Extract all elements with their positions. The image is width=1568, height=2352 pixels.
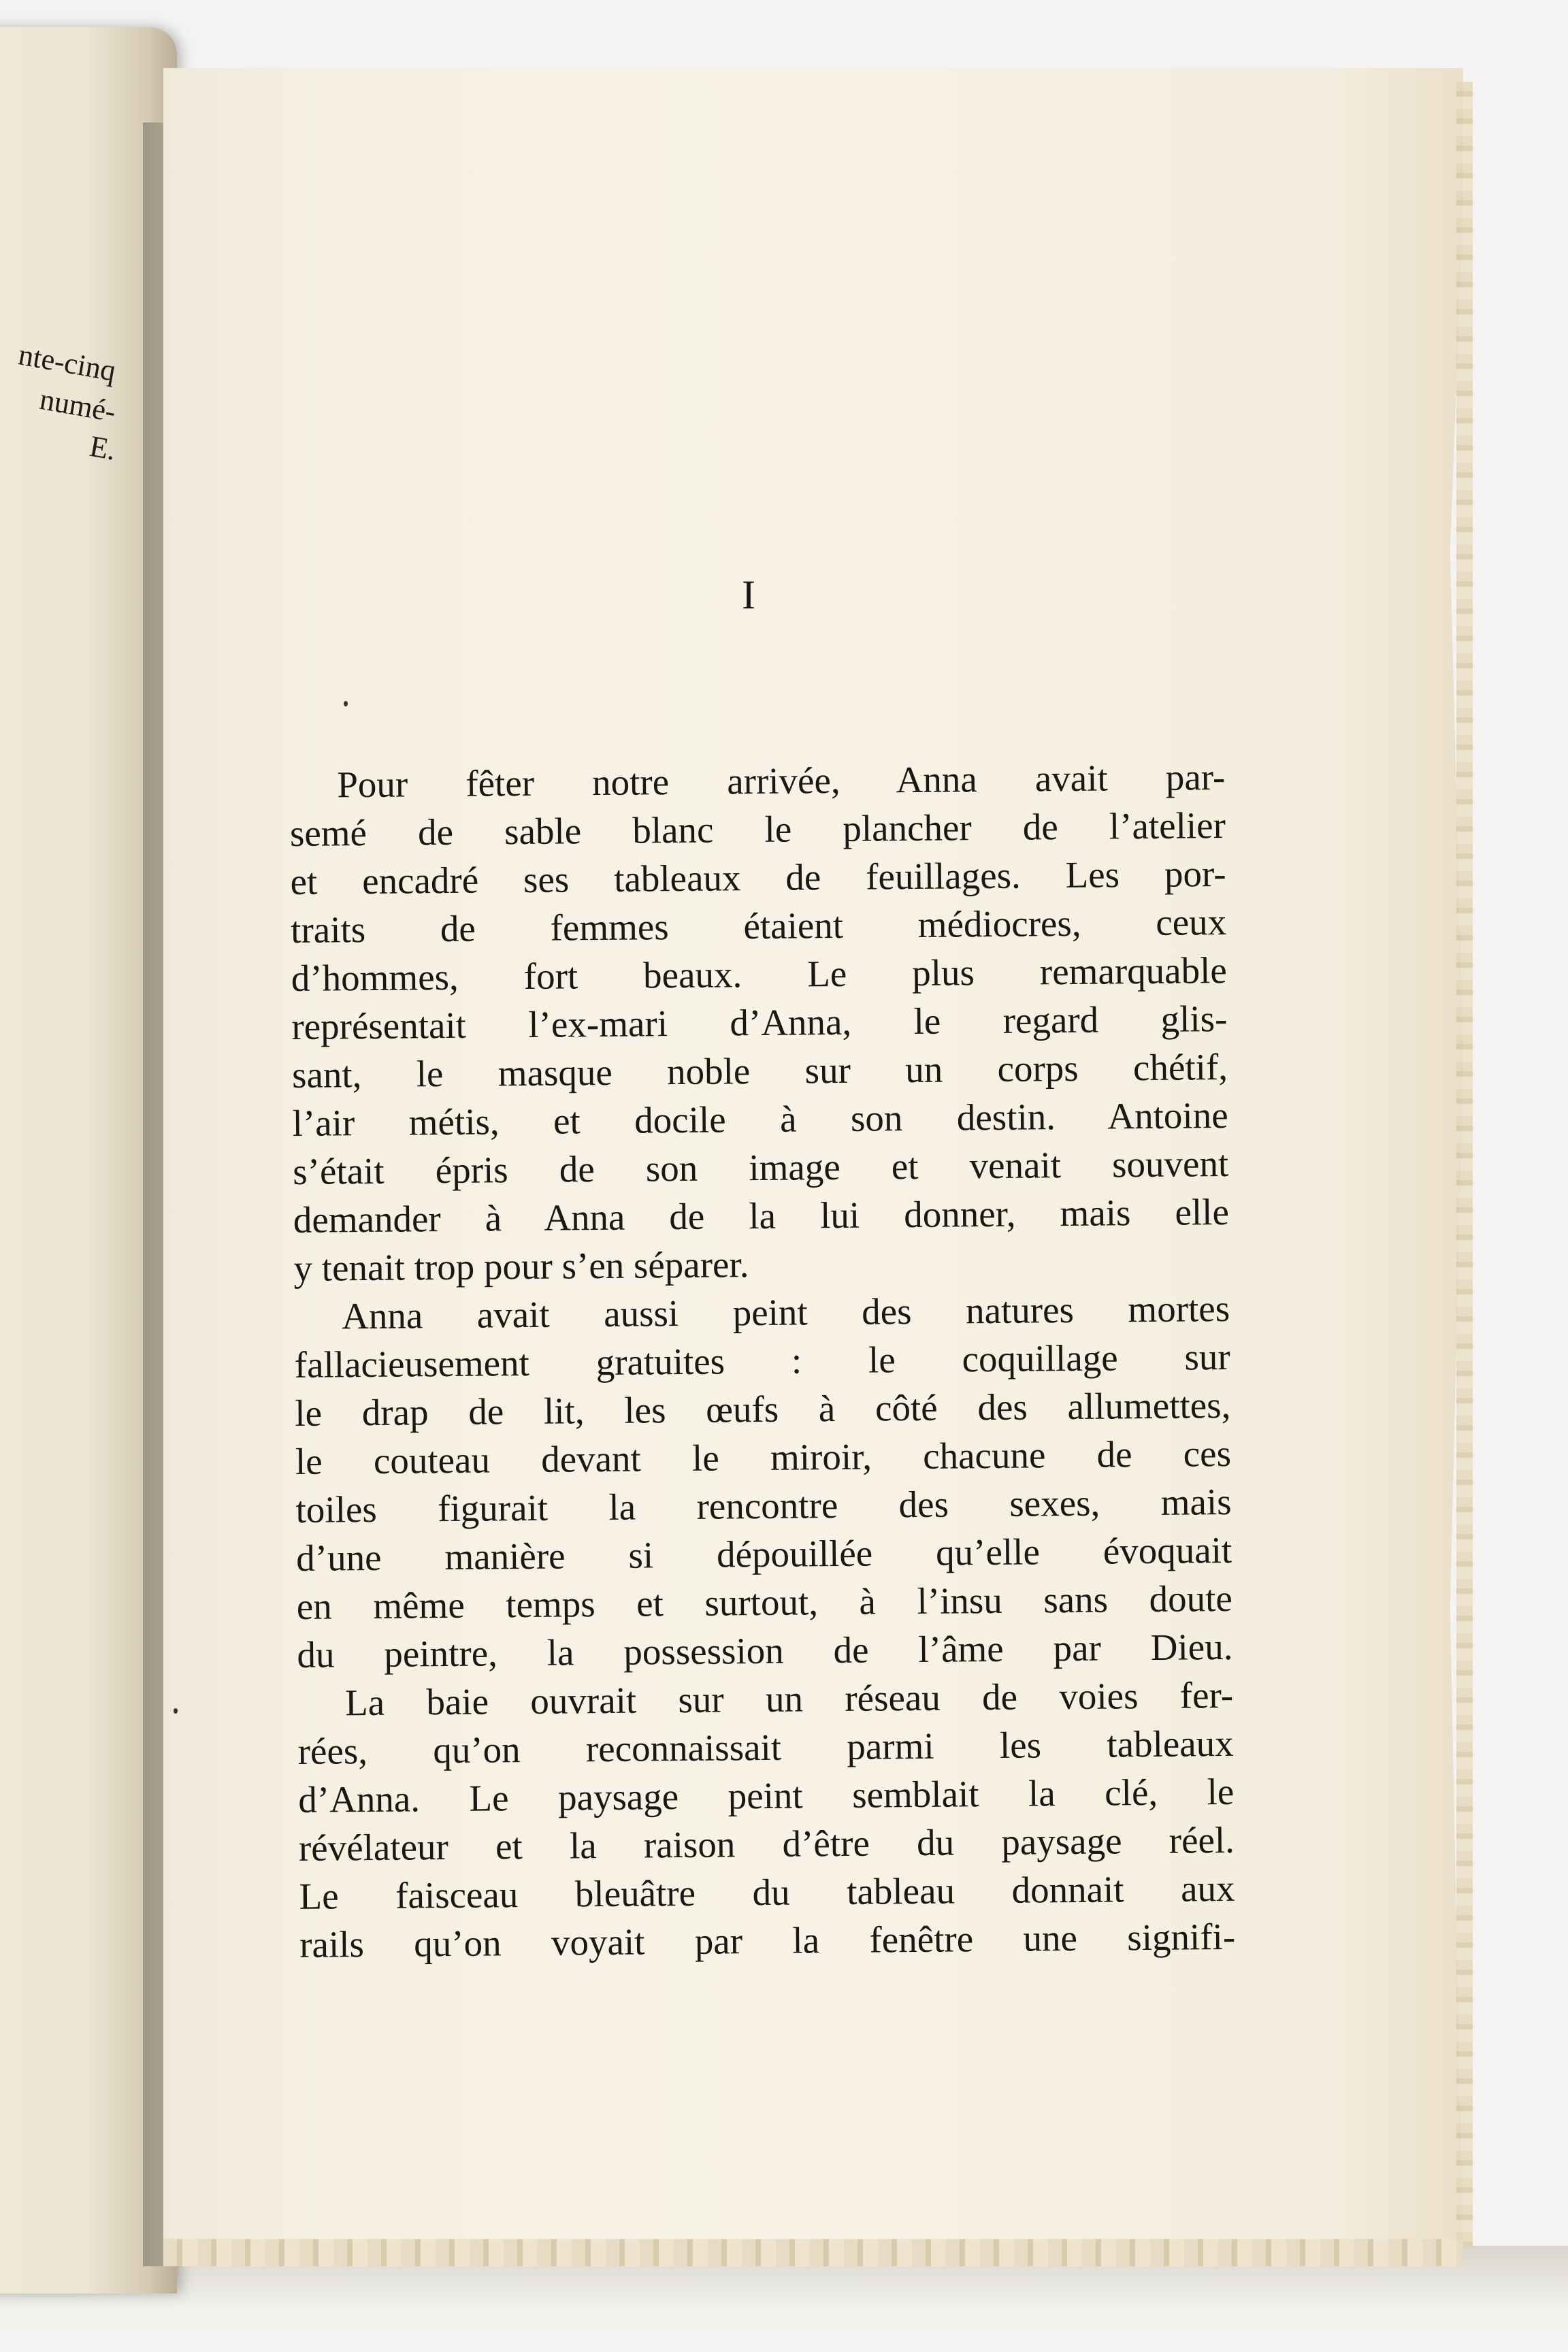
text-line: le drap de lit, les œufs à côté des allumettes, [295, 1384, 1231, 1434]
paragraph [289, 753, 1230, 1292]
text-line: le couteau devant le miroir, chacune de ces [295, 1432, 1232, 1482]
text-line: Le faisceau bleuâtre du tableau donnait aux [299, 1867, 1235, 1917]
ink-speck [174, 1708, 178, 1714]
text-line: y tenait trop pour s’en séparer. [293, 1243, 749, 1289]
chapter-number: I [742, 572, 755, 617]
text-line: représentait l’ex-mari d’Anna, le regard glis- [291, 997, 1228, 1047]
text-line: sant, le masque noble sur un corps chétif, [291, 1045, 1228, 1096]
text-line: Anna avait aussi peint des natures mortes [341, 1287, 1230, 1337]
page-bottom-edge [163, 2239, 1463, 2266]
paragraph [294, 1284, 1233, 1679]
ink-speck [344, 701, 348, 706]
body-text [289, 753, 1235, 1969]
left-page-line: E. [87, 429, 118, 467]
text-line: traits de femmes étaient médiocres, ceux [290, 900, 1227, 951]
text-line: révélateur et la raison d’être du paysage réel. [298, 1818, 1235, 1869]
text-line: semé de sable blanc le plancher de l’atelier [289, 804, 1226, 854]
text-line: toiles figurait la rencontre des sexes, mais [295, 1480, 1232, 1531]
text-line: d’Anna. Le paysage peint semblait la clé, le [298, 1770, 1235, 1820]
text-line: s’était épris de son image et venait souvent [293, 1142, 1229, 1192]
text-line: d’une manière si dépouillée qu’elle évoquait [295, 1529, 1232, 1579]
text-line: d’hommes, fort beaux. Le plus remarquable [291, 949, 1228, 999]
text-line: rails qu’on voyait par la fenêtre une signifi- [299, 1915, 1236, 1965]
paragraph [297, 1671, 1236, 1969]
text-line: du peintre, la possession de l’âme par Dieu. [297, 1625, 1233, 1676]
text-line: fallacieusement gratuites : le coquillage sur [294, 1335, 1230, 1386]
text-line: Pour fêter notre arrivée, Anna avait par- [337, 756, 1226, 806]
text-line: en même temps et surtout, à l’insu sans doute [296, 1577, 1233, 1627]
text-line: l’air métis, et docile à son destin. Antoine [292, 1094, 1228, 1144]
left-page-line: numé- [37, 382, 118, 429]
text-line: demander à Anna de la lui donner, mais elle [293, 1190, 1230, 1241]
text-line: La baie ouvrait sur un réseau de voies fer- [344, 1673, 1234, 1724]
text-line: rées, qu’on reconnaissait parmi les tableaux [297, 1722, 1234, 1772]
left-page-line: nte-cinq [16, 338, 118, 388]
page-deckled-edge [1456, 82, 1473, 2246]
text-line: et encadré ses tableaux de feuillages. Les por- [290, 852, 1226, 902]
